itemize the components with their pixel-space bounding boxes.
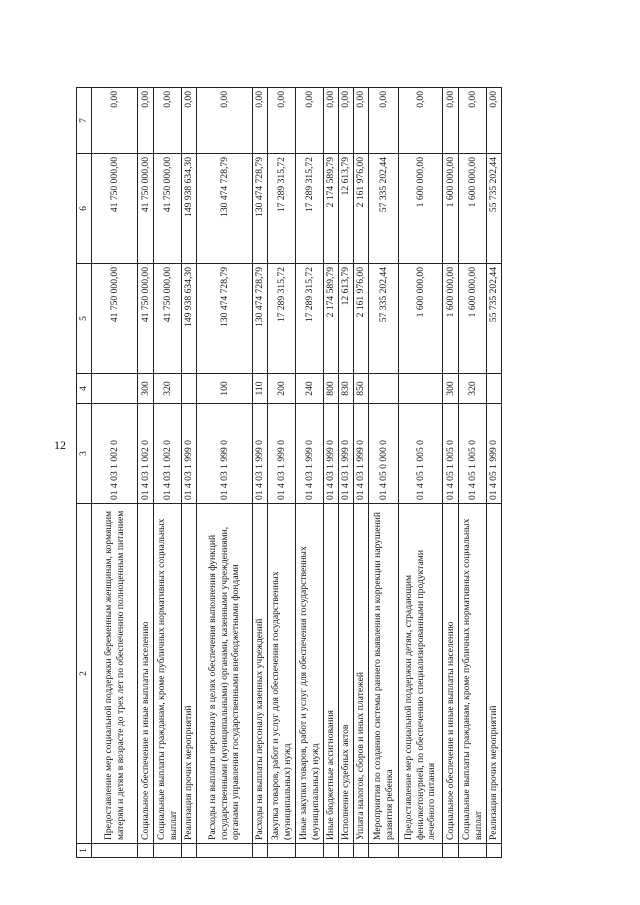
table-row bbox=[487, 88, 502, 858]
amount-actual-cell: 1 600 000,00 bbox=[459, 154, 487, 264]
amount-actual-cell: 149 938 634,30 bbox=[182, 154, 197, 264]
code-cell: 01 4 05 1 005 0 bbox=[443, 404, 459, 504]
type-cell bbox=[182, 374, 197, 404]
amount-plan-cell: 17 289 315,72 bbox=[296, 264, 324, 374]
code-cell: 01 4 03 1 999 0 bbox=[253, 404, 268, 504]
amount-plan-cell: 130 474 728,79 bbox=[253, 264, 268, 374]
code-cell: 01 4 05 0 000 0 bbox=[369, 404, 399, 504]
remainder-cell: 0,00 bbox=[443, 88, 459, 154]
row-index-cell bbox=[324, 844, 339, 858]
code-cell: 01 4 05 1 005 0 bbox=[399, 404, 443, 504]
amount-actual-cell: 2 174 589,79 bbox=[324, 154, 339, 264]
remainder-cell: 0,00 bbox=[354, 88, 369, 154]
remainder-cell: 0,00 bbox=[296, 88, 324, 154]
amount-plan-cell: 57 335 202,44 bbox=[369, 264, 399, 374]
type-cell bbox=[92, 374, 138, 404]
description-cell: Социальное обеспечение и иные выплаты населению bbox=[138, 504, 154, 844]
remainder-cell: 0,00 bbox=[339, 88, 354, 154]
amount-plan-cell: 2 174 589,79 bbox=[324, 264, 339, 374]
type-cell: 830 bbox=[339, 374, 354, 404]
code-cell: 01 4 03 1 999 0 bbox=[197, 404, 253, 504]
header-cell: 2 bbox=[77, 504, 92, 844]
amount-plan-cell: 17 289 315,72 bbox=[268, 264, 296, 374]
amount-actual-cell: 1 600 000,00 bbox=[443, 154, 459, 264]
remainder-cell: 0,00 bbox=[138, 88, 154, 154]
remainder-cell: 0,00 bbox=[369, 88, 399, 154]
code-cell: 01 4 03 1 999 0 bbox=[339, 404, 354, 504]
amount-plan-cell: 149 938 634,30 bbox=[182, 264, 197, 374]
header-cell: 7 bbox=[77, 88, 92, 154]
header-cell: 3 bbox=[77, 404, 92, 504]
description-cell: Иные бюджетные ассигнования bbox=[324, 504, 339, 844]
table-row bbox=[138, 88, 154, 858]
row-index-cell bbox=[92, 844, 138, 858]
header-cell: 4 bbox=[77, 374, 92, 404]
row-index-cell bbox=[197, 844, 253, 858]
row-index-cell bbox=[443, 844, 459, 858]
row-index-cell bbox=[487, 844, 502, 858]
budget-table bbox=[76, 87, 502, 858]
description-cell: Предоставление мер социальной поддержки беременным женщинам, кормящим матерям и детям в возрасте до трех лет по обеспечению полноценным питанием bbox=[92, 504, 138, 844]
code-cell: 01 4 03 1 002 0 bbox=[138, 404, 154, 504]
row-index-cell bbox=[138, 844, 154, 858]
description-cell: Расходы на выплаты персоналу в целях обеспечения выполнения функций государственными (муниципальными) органами, казенными учреждениями, органами управления государственными внебюджетными фондами bbox=[197, 504, 253, 844]
remainder-cell: 0,00 bbox=[154, 88, 182, 154]
amount-actual-cell: 12 613,79 bbox=[339, 154, 354, 264]
code-cell: 01 4 03 1 999 0 bbox=[296, 404, 324, 504]
page-number: 12 bbox=[54, 438, 66, 452]
table-row bbox=[182, 88, 197, 858]
description-cell: Закупка товаров, работ и услуг для обеспечения государственных (муниципальных) нужд bbox=[268, 504, 296, 844]
type-cell: 200 bbox=[268, 374, 296, 404]
amount-actual-cell: 2 161 976,00 bbox=[354, 154, 369, 264]
amount-actual-cell: 57 335 202,44 bbox=[369, 154, 399, 264]
amount-actual-cell: 41 750 000,00 bbox=[138, 154, 154, 264]
amount-actual-cell: 17 289 315,72 bbox=[268, 154, 296, 264]
code-cell: 01 4 03 1 999 0 bbox=[182, 404, 197, 504]
remainder-cell: 0,00 bbox=[459, 88, 487, 154]
header-cell: 6 bbox=[77, 154, 92, 264]
amount-plan-cell: 55 735 202,44 bbox=[487, 264, 502, 374]
amount-plan-cell: 1 600 000,00 bbox=[459, 264, 487, 374]
type-cell: 240 bbox=[296, 374, 324, 404]
description-cell: Иные закупки товаров, работ и услуг для обеспечения государственных (муниципальных) нужд bbox=[296, 504, 324, 844]
row-index-cell bbox=[296, 844, 324, 858]
remainder-cell: 0,00 bbox=[487, 88, 502, 154]
type-cell: 110 bbox=[253, 374, 268, 404]
header-cell: 5 bbox=[77, 264, 92, 374]
row-index-cell bbox=[182, 844, 197, 858]
header-cell: 1 bbox=[77, 844, 92, 858]
row-index-cell bbox=[253, 844, 268, 858]
table-row bbox=[154, 88, 182, 858]
type-cell bbox=[487, 374, 502, 404]
type-cell: 300 bbox=[138, 374, 154, 404]
amount-actual-cell: 41 750 000,00 bbox=[92, 154, 138, 264]
table-row bbox=[324, 88, 339, 858]
description-cell: Уплата налогов, сборов и иных платежей bbox=[354, 504, 369, 844]
description-cell: Мероприятия по созданию системы раннего выявления и коррекции нарушений развития ребенка bbox=[369, 504, 399, 844]
row-index-cell bbox=[459, 844, 487, 858]
type-cell: 850 bbox=[354, 374, 369, 404]
remainder-cell: 0,00 bbox=[324, 88, 339, 154]
type-cell: 300 bbox=[443, 374, 459, 404]
type-cell: 100 bbox=[197, 374, 253, 404]
remainder-cell: 0,00 bbox=[197, 88, 253, 154]
description-cell: Социальное обеспечение и иные выплаты населению bbox=[443, 504, 459, 844]
description-cell: Социальные выплаты гражданам, кроме публичных нормативных социальных выплат bbox=[459, 504, 487, 844]
amount-plan-cell: 1 600 000,00 bbox=[443, 264, 459, 374]
code-cell: 01 4 03 1 999 0 bbox=[324, 404, 339, 504]
amount-plan-cell: 41 750 000,00 bbox=[154, 264, 182, 374]
description-cell: Предоставление мер социальной поддержки детям, страдающим фенилкетонурией, по обеспечению специализированными продуктами лечебного питания bbox=[399, 504, 443, 844]
row-index-cell bbox=[268, 844, 296, 858]
type-cell bbox=[399, 374, 443, 404]
row-index-cell bbox=[354, 844, 369, 858]
row-index-cell bbox=[339, 844, 354, 858]
remainder-cell: 0,00 bbox=[268, 88, 296, 154]
amount-actual-cell: 41 750 000,00 bbox=[154, 154, 182, 264]
amount-actual-cell: 17 289 315,72 bbox=[296, 154, 324, 264]
code-cell: 01 4 03 1 999 0 bbox=[354, 404, 369, 504]
amount-actual-cell: 130 474 728,79 bbox=[253, 154, 268, 264]
type-cell bbox=[369, 374, 399, 404]
type-cell: 800 bbox=[324, 374, 339, 404]
amount-actual-cell: 1 600 000,00 bbox=[399, 154, 443, 264]
row-index-cell bbox=[399, 844, 443, 858]
description-cell: Реализация прочих мероприятий bbox=[487, 504, 502, 844]
rotated-page-content bbox=[76, 88, 591, 858]
amount-plan-cell: 41 750 000,00 bbox=[92, 264, 138, 374]
code-cell: 01 4 03 1 999 0 bbox=[268, 404, 296, 504]
row-index-cell bbox=[154, 844, 182, 858]
description-cell: Исполнение судебных актов bbox=[339, 504, 354, 844]
table-row bbox=[339, 88, 354, 858]
code-cell: 01 4 03 1 002 0 bbox=[154, 404, 182, 504]
table-row bbox=[268, 88, 296, 858]
remainder-cell: 0,00 bbox=[92, 88, 138, 154]
remainder-cell: 0,00 bbox=[399, 88, 443, 154]
description-cell: Социальные выплаты гражданам, кроме публичных нормативных социальных выплат bbox=[154, 504, 182, 844]
table-row bbox=[296, 88, 324, 858]
type-cell: 320 bbox=[154, 374, 182, 404]
remainder-cell: 0,00 bbox=[182, 88, 197, 154]
table-row bbox=[369, 88, 399, 858]
amount-plan-cell: 1 600 000,00 bbox=[399, 264, 443, 374]
amount-actual-cell: 55 735 202,44 bbox=[487, 154, 502, 264]
code-cell: 01 4 05 1 999 0 bbox=[487, 404, 502, 504]
row-index-cell bbox=[369, 844, 399, 858]
code-cell: 01 4 05 1 005 0 bbox=[459, 404, 487, 504]
table-row bbox=[197, 88, 253, 858]
description-cell: Реализация прочих мероприятий bbox=[182, 504, 197, 844]
type-cell: 320 bbox=[459, 374, 487, 404]
amount-plan-cell: 41 750 000,00 bbox=[138, 264, 154, 374]
table-row bbox=[459, 88, 487, 858]
remainder-cell: 0,00 bbox=[253, 88, 268, 154]
table-row bbox=[443, 88, 459, 858]
amount-plan-cell: 130 474 728,79 bbox=[197, 264, 253, 374]
table-row bbox=[354, 88, 369, 858]
amount-actual-cell: 130 474 728,79 bbox=[197, 154, 253, 264]
table-row bbox=[399, 88, 443, 858]
table-header-row bbox=[77, 88, 92, 858]
amount-plan-cell: 12 613,79 bbox=[339, 264, 354, 374]
code-cell: 01 4 03 1 002 0 bbox=[92, 404, 138, 504]
description-cell: Расходы на выплаты персоналу казенных учреждений bbox=[253, 504, 268, 844]
table-row bbox=[253, 88, 268, 858]
table-row bbox=[92, 88, 138, 858]
amount-plan-cell: 2 161 976,00 bbox=[354, 264, 369, 374]
